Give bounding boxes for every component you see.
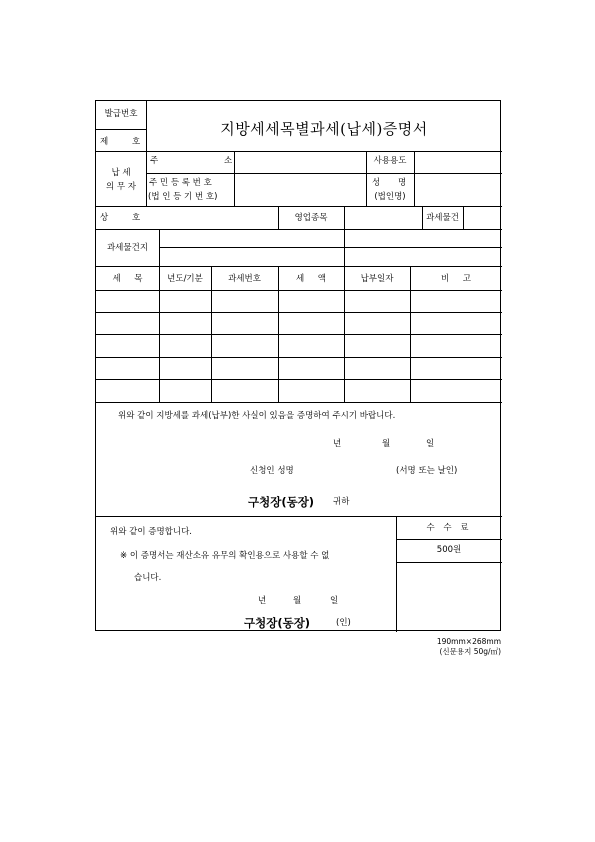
rule bbox=[159, 247, 502, 248]
rule bbox=[211, 266, 212, 402]
issuer-title: 구청장(동장) bbox=[244, 616, 311, 630]
rule bbox=[96, 266, 502, 267]
rule bbox=[463, 206, 464, 229]
certification-note: 습니다. bbox=[134, 573, 162, 583]
column-header-year-period: 년도/기분 bbox=[167, 274, 203, 284]
certificate-form bbox=[95, 100, 501, 631]
rule bbox=[344, 266, 345, 402]
rule bbox=[96, 402, 502, 403]
seal-mark: (인) bbox=[336, 618, 351, 628]
issue-number-label: 발급번호 bbox=[104, 109, 138, 119]
rule bbox=[159, 266, 160, 402]
recipient-honorific: 귀하 bbox=[333, 497, 350, 507]
rule bbox=[96, 516, 502, 517]
resident-number-label: 주 민 등 록 번 호 bbox=[149, 178, 212, 188]
rule bbox=[96, 206, 502, 207]
fee-value: 500원 bbox=[436, 545, 462, 555]
corporate-name-label: (법인명) bbox=[374, 192, 406, 202]
rule bbox=[96, 290, 502, 291]
rule bbox=[396, 539, 502, 540]
rule bbox=[396, 516, 397, 632]
rule bbox=[278, 266, 279, 402]
rule bbox=[146, 151, 147, 206]
request-recipient: 구청장(동장) bbox=[248, 495, 315, 509]
page-title: 지방세세목별과세(납세)증명서 bbox=[220, 120, 428, 138]
trade-name-label: 상 bbox=[100, 213, 109, 223]
request-statement: 위와 같이 지방세를 과세(납부)한 사실이 있음을 증명하여 주시기 바랍니다. bbox=[118, 411, 396, 421]
certification-note: ※ 이 증명서는 재산소유 유무의 확인용으로 사용할 수 없 bbox=[120, 551, 330, 561]
column-header-payment-date: 납부일자 bbox=[360, 274, 394, 284]
taxable-item-label: 과세물건 bbox=[426, 213, 459, 223]
name-label: 성 bbox=[372, 178, 381, 188]
paper-spec: (신문용지 50g/㎡) bbox=[439, 647, 501, 656]
taxpayer-group-label: 의 무 자 bbox=[105, 182, 137, 192]
certification-date-month: 월 bbox=[293, 596, 302, 606]
fee-label: 수 수 료 bbox=[426, 523, 472, 533]
corporate-number-label: (법 인 등 기 번 호) bbox=[148, 192, 218, 202]
certification-statement: 위와 같이 증명합니다. bbox=[110, 527, 193, 537]
signature-note: (서명 또는 날인) bbox=[396, 466, 458, 476]
certification-date-day: 일 bbox=[330, 596, 339, 606]
rule bbox=[96, 379, 502, 380]
request-date-month: 월 bbox=[382, 439, 391, 449]
request-date-day: 일 bbox=[426, 439, 435, 449]
rule bbox=[396, 562, 502, 563]
column-header-tax-item: 세 목 bbox=[112, 274, 143, 284]
rule bbox=[344, 229, 345, 266]
taxpayer-group-label: 납 세 bbox=[111, 168, 131, 178]
address-label: 소 bbox=[224, 156, 233, 166]
trade-name-label: 호 bbox=[132, 213, 141, 223]
rule bbox=[146, 173, 502, 174]
rule bbox=[344, 206, 345, 229]
certification-date-year: 년 bbox=[258, 596, 267, 606]
paper-size: 190mm×268mm bbox=[436, 637, 501, 646]
rule bbox=[96, 312, 502, 313]
ho-label: 호 bbox=[132, 137, 141, 147]
rule bbox=[96, 357, 502, 358]
column-header-tax-number: 과세번호 bbox=[228, 274, 261, 284]
rule bbox=[96, 151, 502, 152]
applicant-name-label: 신청인 성명 bbox=[250, 466, 294, 476]
request-date-year: 년 bbox=[333, 439, 342, 449]
taxable-location-label: 과세물건지 bbox=[106, 243, 149, 253]
name-label: 명 bbox=[398, 178, 407, 188]
usage-label: 사용용도 bbox=[373, 156, 407, 166]
address-label: 주 bbox=[150, 156, 159, 166]
rule bbox=[96, 334, 502, 335]
rule bbox=[96, 129, 146, 130]
rule bbox=[414, 151, 415, 206]
je-label: 제 bbox=[100, 137, 109, 147]
column-header-tax-amount: 세 액 bbox=[296, 274, 326, 284]
rule bbox=[410, 266, 411, 402]
rule bbox=[234, 151, 235, 206]
rule bbox=[96, 229, 502, 230]
column-header-remarks: 비 고 bbox=[441, 274, 471, 284]
rule bbox=[159, 229, 160, 266]
business-type-label: 영업종목 bbox=[294, 213, 328, 223]
